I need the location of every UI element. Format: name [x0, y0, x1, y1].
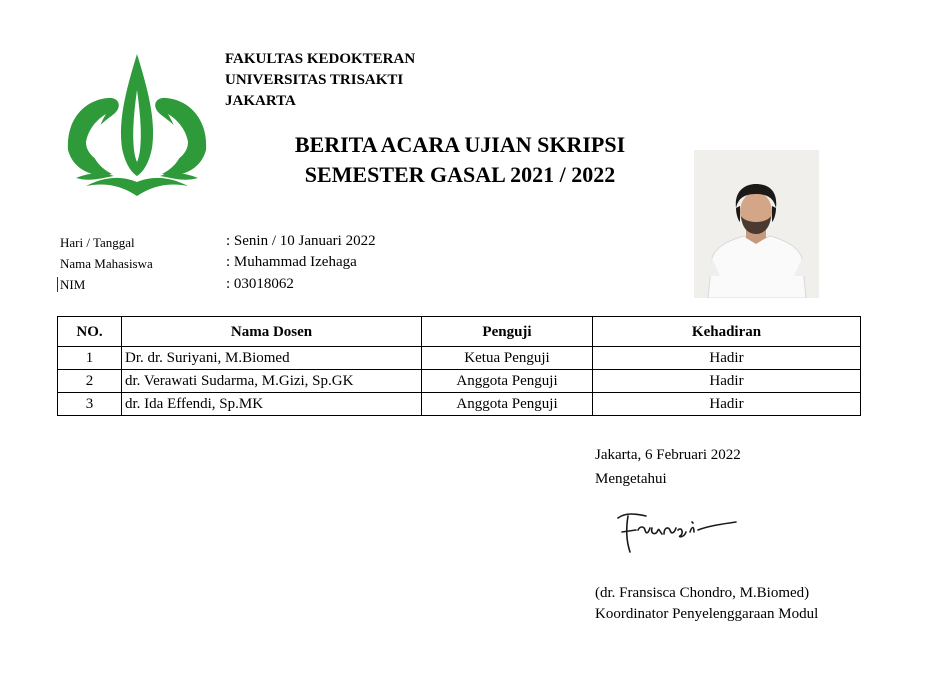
table-row: [58, 370, 861, 393]
acknowledged-label: Mengetahui: [595, 471, 667, 487]
header-no: NO.: [58, 317, 122, 347]
info-label-name: Nama Mahasiswa: [60, 256, 153, 271]
place-date: Jakarta, 6 Februari 2022: [595, 447, 741, 463]
row-kehadiran: Hadir: [593, 347, 861, 370]
row-nama: dr. Ida Effendi, Sp.MK: [122, 393, 422, 416]
text-cursor: [57, 277, 58, 292]
faculty-name: FAKULTAS KEDOKTERAN: [225, 51, 416, 67]
university-name: UNIVERSITAS TRISAKTI: [225, 72, 404, 88]
row-kehadiran: Hadir: [593, 370, 861, 393]
city-name: JAKARTA: [225, 93, 296, 109]
row-penguji: Anggota Penguji: [422, 393, 593, 416]
row-nama: dr. Verawati Sudarma, M.Gizi, Sp.GK: [122, 370, 422, 393]
row-nama: Dr. dr. Suriyani, M.Biomed: [122, 347, 422, 370]
examiner-table: [57, 316, 861, 416]
info-label-nim: NIM: [60, 277, 86, 292]
row-penguji: Ketua Penguji: [422, 347, 593, 370]
university-logo: [56, 50, 218, 202]
header-kehadiran: Kehadiran: [593, 317, 861, 347]
header-nama-dosen: Nama Dosen: [122, 317, 422, 347]
document-subtitle: SEMESTER GASAL 2021 / 2022: [304, 162, 616, 187]
document-title: BERITA ACARA UJIAN SKRIPSI: [294, 132, 626, 157]
info-value-name: : Muhammad Izehaga: [226, 254, 357, 270]
row-no: 3: [58, 393, 122, 416]
info-label-date: Hari / Tanggal: [60, 235, 135, 250]
row-penguji: Anggota Penguji: [422, 370, 593, 393]
table-row: [58, 393, 861, 416]
table-row: [58, 347, 861, 370]
row-no: 1: [58, 347, 122, 370]
info-value-nim: : 03018062: [226, 276, 294, 292]
header-penguji: Penguji: [422, 317, 593, 347]
handwritten-signature: [612, 500, 742, 558]
row-kehadiran: Hadir: [593, 393, 861, 416]
signatory-name: (dr. Fransisca Chondro, M.Biomed): [595, 585, 810, 601]
signatory-position: Koordinator Penyelenggaraan Modul: [595, 606, 819, 622]
info-value-date: : Senin / 10 Januari 2022: [226, 233, 376, 249]
row-no: 2: [58, 370, 122, 393]
student-photo: [694, 150, 819, 298]
table-header-row: [58, 317, 861, 347]
